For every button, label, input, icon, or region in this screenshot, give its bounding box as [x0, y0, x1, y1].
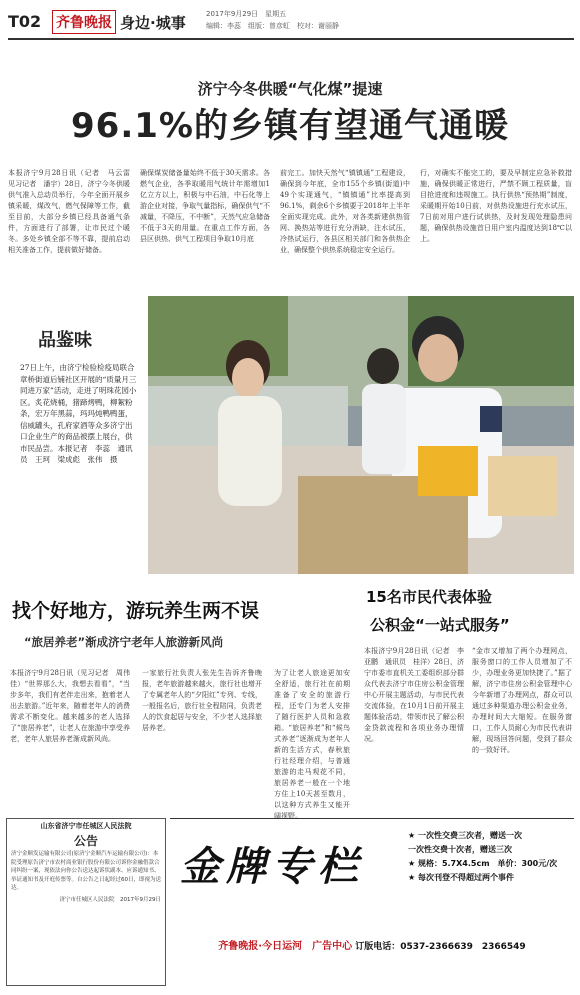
page-header	[8, 6, 574, 40]
newspaper-logo: 齐鲁晚报	[52, 10, 116, 34]
header-meta	[206, 8, 339, 32]
article2-column-1: 本报济宁9月28日讯（见习记者 周伟佳）“世界那么大，我想去看看”，“当步多年，我们有老伴走出来，抱着老人出去旅游。”近年来，随着老年人的消费需求不断变化。越来越多的老人选择了“旅居养老”，让老人在旅游中享受养老，老年人旅居养老渐成新风尚。	[10, 669, 130, 743]
ad-line-2: 一次性交费十次者，赠送三次	[408, 845, 512, 854]
article1-column-4: 行，对确实不能完工的，要及早制定应急补救措施，确保供暖正常进行，严禁不顾工程质量，盲目抢进度和违规施工。执行供热“预热期”制度，采暖期开始10日前，对供热设施进行充水试压，7日前对用户进行试供热，及时发现处理隐患问题，确保供热设施首日用户室内温度达到18℃以上。	[420, 169, 572, 243]
page-number: T02	[8, 12, 42, 31]
issue-date: 2017年9月29日 星期五	[206, 10, 287, 18]
article1-headline: 96.1%的乡镇有望通气通暖	[71, 106, 509, 146]
article3-column-1: 本报济宁9月28日讯（记者 李亚鹏 通讯员 桂洋）28日，济宁市委市直机关工委组织部分群众代表去济宁市住房公积金管理中心开展主题活动，与市民代表交流体验，在10月1日前开展主题体验活动，带领市民了解公积金贷款流程和各项业务办理情况。	[364, 647, 464, 743]
article3-headline-line2: 公积金“一站式服务”	[370, 616, 510, 634]
ad-line-1: ★ 一次性交费三次者，赠送一次	[408, 831, 522, 840]
sidebar-title: 品鉴味	[38, 330, 92, 351]
section-title: 身边·城事	[120, 14, 186, 32]
notice-title: 公告	[73, 834, 98, 848]
article1-column-1: 本报济宁9月28日讯（记者 马云雷 见习记者 潘宇）28日，济宁今冬供暖供气准入总动员举行，今年全面开展乡镇采暖，煤改气，燃气保障等工作，截至目前，大部分乡镇已经具备通气条件，方面进行了部署，让市民过个暖冬。多处乡镇全部不等不靠，提前启动相关准备工作，提前做好储备。	[8, 169, 137, 254]
court-name: 山东省济宁市任城区人民法院	[40, 822, 132, 830]
article1-kicker: 济宁今冬供暖“气化煤”提速	[197, 80, 383, 98]
article1-column-3: 前完工。加快天然气“镇镇通”工程建设，确保到今年底，全市155个乡镇(街道)中49个实现通气，“镇镇通”比率提高到96.1%，剩余6个乡镇要于2018年上半年全面实现完成。此外，对各类新建供热管网、换热站等进行充分消缺，注水试压，冷热试运行，各县区相关部门和各供热企业，确保整个供热系统稳定安全运行。	[280, 169, 410, 254]
gold-column-ad	[170, 818, 574, 986]
ad-title: 金牌专栏	[180, 843, 364, 890]
court-notice	[6, 818, 166, 986]
article3-headline-line1: 15名市民代表体验	[366, 588, 492, 606]
article3-column-2: “金市又增加了两个办理网点，服务窗口的工作人员增加了不少，办理业务更加快捷了。”据了解，济宁市住房公积金管理中心今年新增了办理网点，群众可以通过多种渠道办理公积金业务，办理时间大大缩短。在服务窗口，工作人员耐心为市民代表讲解，现场回答问题，受到了群众的一致好评。	[472, 647, 572, 754]
ad-pricing-list	[408, 829, 557, 885]
editors: 编辑：李蕊 组版：曾彦虹 校对：谢丽静	[206, 22, 339, 30]
article1-column-2: 确保煤炭储备量始终不低于30天需求。各燃气企业，各季取暖用气统计年需增加1亿立方以上，积极与中石油，中石化等上游企业对接，争取气量指标，确保供气“不减量，不降压，不中断”，天然气应急储备不低于3天的用量。在重点工作方面，各县区供热、供气工程项目争取10月底	[140, 169, 270, 243]
sidebar-caption: 27日上午，由济宁检验检疫局联合章桥街道后铺社区开展的“质量月三同进万家”活动，走进了明珠花园小区。炙花烧桶，猪蹄烤鸭，柳絮粉条，宏万年黑蒜，玛玛炖鸭鸭蛋，信威罐头，孔府家酒等众多济宁出口企业生产的商品被摆上展台，供市民品尝。本报记者 李蕊 通讯员 王珂 梁成彪 张伟 摄	[20, 363, 137, 464]
article2-column-3: 为了让老人旅途更加安全舒适，旅行社在前期准备了安全的旅游行程，还专门为老人安排了随行医护人员和急救箱。“旅居养老”和“候鸟式养老”逐渐成为老年人新的生活方式，春秋旅行社经理介绍，与普通旅游的走马观花不同，旅居养老一般在一个地方住上10天甚至数月，以这种方式养生又能开阔视野。	[274, 669, 350, 820]
ad-center: 齐鲁晚报·今日运河 广告中心	[218, 941, 353, 952]
ad-line-4: ★ 每次刊登不得超过两个事件	[408, 873, 514, 882]
article2-headline: 找个好地方，游玩养生两不误	[12, 600, 260, 622]
ad-line-3: ★ 规格：5.7X4.5cm 单价：300元/次	[408, 859, 558, 868]
article2-column-2: 一家旅行社负责人张先生告诉齐鲁晚报，老年旅游越来越火，旅行社也增开了专属老年人的“夕阳红”专列、专线，一般报名后，旅行社全程陪同，负责老人的饮食起居与安全，不少老人选择旅居养老。	[142, 669, 262, 732]
news-photo	[148, 296, 574, 574]
notice-footer: 济宁市任城区人民法院 2017年9月29日	[59, 896, 161, 903]
ad-phone: 订版电话：0537-2366639 2366549	[355, 942, 526, 952]
article2-subheadline: “旅居养老”渐成济宁老年人旅游新风尚	[24, 635, 224, 649]
food-tasting-photo	[148, 296, 574, 574]
ad-contact	[170, 937, 574, 952]
notice-body: 济宁金顺发运输有限公司(原济宁金顺汽车运输有限公司)：本院受理原告济宁市农村商业银行股份有限公司诉你金融借款合同纠纷一案，现依法向你公告送达起诉状副本、应诉通知书、举证通知书及开庭传票等。自公告之日起经过60日，即视为送达。	[11, 851, 162, 891]
